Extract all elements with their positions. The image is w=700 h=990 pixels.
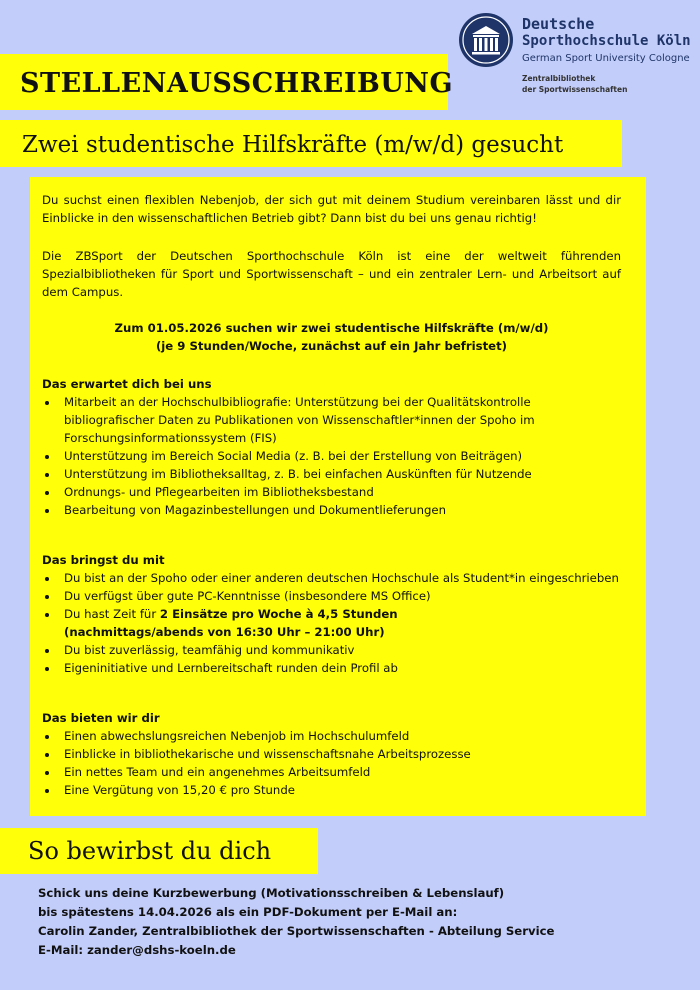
list-item: Du bist an der Spoho oder einer anderen deutschen Hochschule als Student*in eingeschrieben [42,569,621,587]
list-item: Bearbeitung von Magazinbestellungen und Dokumentlieferungen [42,501,621,519]
apply-heading: So bewirbst du dich [28,837,272,865]
list-item: Ordnungs- und Pflegearbeiten im Bibliotheksbestand [42,483,621,501]
subtitle-banner [0,120,622,167]
apply-line-2: bis spätestens 14.04.2026 als ein PDF-Dokument per E-Mail an: [38,905,458,919]
time-commitment: 2 Einsätze pro Woche à 4,5 Stunden [159,607,398,621]
logo-library-line2: der Sportwissenschaften [522,85,628,94]
title-banner [0,54,454,110]
contact-email: E-Mail: zander@dshs-koeln.de [38,943,236,957]
tasks-heading: Das erwartet dich bei uns [42,377,212,391]
apply-line-3: Carolin Zander, Zentralbibliothek der Sportwissenschaften - Abteilung Service [38,924,555,938]
list-item: Du bist zuverlässig, teamfähig und kommunikativ [42,641,621,659]
time-window: (nachmittags/abends von 16:30 Uhr – 21:00 Uhr) [64,625,385,639]
page-title: STELLENAUSSCHREIBUNG [20,68,454,99]
page-subtitle: Zwei studentische Hilfskräfte (m/w/d) gesucht [22,132,564,158]
application-instructions [38,884,678,960]
intro-paragraph-2: Die ZBSport der Deutschen Sporthochschule Köln ist eine der weltweit führenden Spezialbibliotheken für Sport und Sportwissenschaft – und ein zentraler Lern- und Arbeitsort auf dem Campus. [42,249,621,299]
announcement [42,319,621,355]
time-prefix: Du hast Zeit für [64,607,160,621]
list-item: Ein nettes Team und ein angenehmes Arbeitsumfeld [42,763,621,781]
apply-banner [0,828,318,874]
requirements-list [42,569,621,677]
list-item-time [42,605,621,641]
apply-line-1: Schick uns deine Kurzbewerbung (Motivationsschreiben & Lebenslauf) [38,886,505,900]
list-item: Eine Vergütung von 15,20 € pro Stunde [42,781,621,799]
logo-name-line2: Sporthochschule Köln [522,33,691,49]
university-logo [458,12,694,98]
requirements-heading: Das bringst du mit [42,553,165,567]
logo-name-line1: Deutsche [522,15,595,33]
list-item: Einen abwechslungsreichen Nebenjob im Hochschulumfeld [42,727,621,745]
announcement-line-2: (je 9 Stunden/Woche, zunächst auf ein Jahr befristet) [155,339,508,353]
offers-list [42,727,621,799]
list-item: Du verfügst über gute PC-Kenntnisse (insbesondere MS Office) [42,587,621,605]
university-seal-icon [458,12,514,68]
job-description-box [30,177,646,816]
intro-paragraph-1: Du suchst einen flexiblen Nebenjob, der sich gut mit deinem Studium vereinbaren lässt und dir Einblicke in den wissenschaftlichen Betrieb gibt? Dann bist du bei uns genau richtig! [42,193,621,225]
logo-name-line3: German Sport University Cologne [522,53,690,64]
list-item: Unterstützung im Bereich Social Media (z. B. bei der Erstellung von Beiträgen) [42,447,621,465]
list-item: Mitarbeit an der Hochschulbibliografie: Unterstützung bei der Qualitätskontrolle bibliografischer Daten zu Publikationen von Wissenschaftler*innen der Spoho im Forschungsinformationssystem (FIS) [42,393,621,447]
list-item: Eigeninitiative und Lernbereitschaft runden dein Profil ab [42,659,621,677]
logo-library-line1: Zentralbibliothek [522,74,596,83]
tasks-list [42,393,621,519]
list-item: Unterstützung im Bibliotheksalltag, z. B. bei einfachen Auskünften für Nutzende [42,465,621,483]
announcement-line-1: Zum 01.05.2026 suchen wir zwei studentische Hilfskräfte (m/w/d) [114,321,549,335]
list-item: Einblicke in bibliothekarische und wissenschaftsnahe Arbeitsprozesse [42,745,621,763]
offers-heading: Das bieten wir dir [42,711,160,725]
